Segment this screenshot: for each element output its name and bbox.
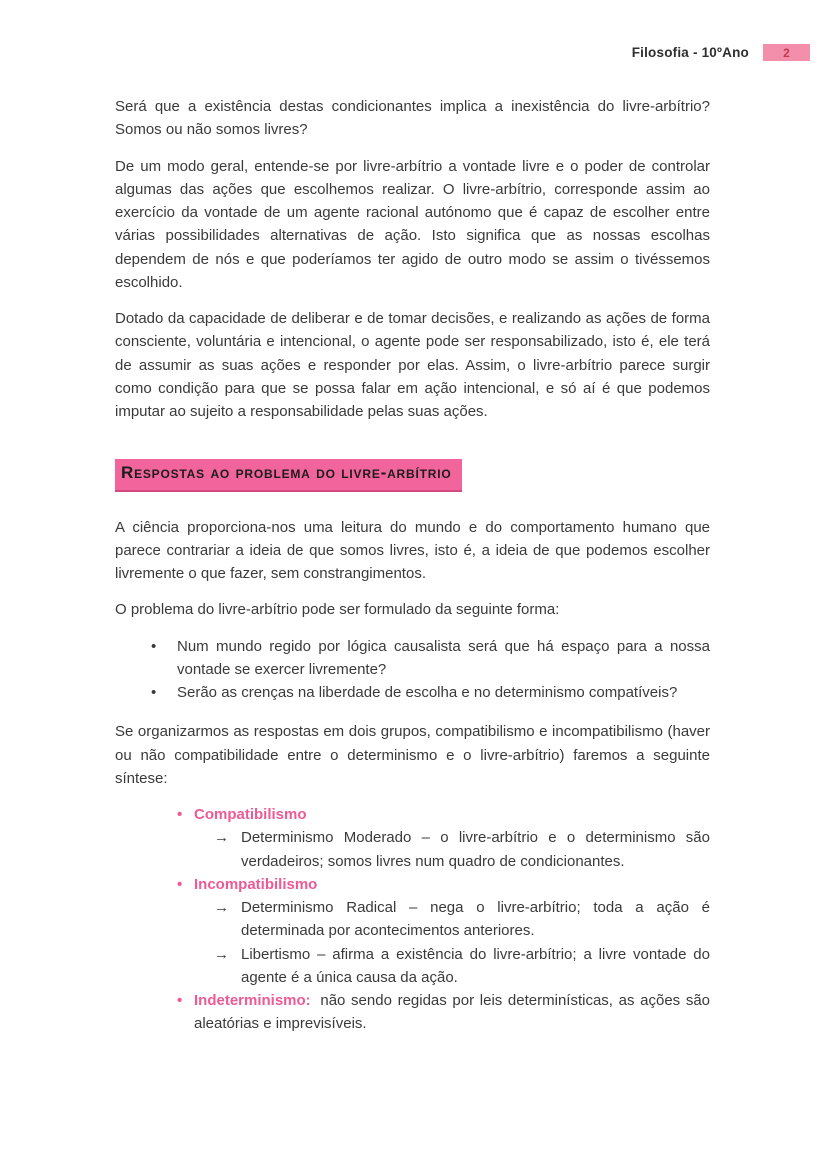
arrow-icon: → <box>214 945 229 963</box>
list-item-text: Num mundo regido por lógica causalista será que há espaço para a nossa vontade se exercer livremente? <box>177 637 710 678</box>
section-paragraph-2: O problema do livre-arbítrio pode ser formulado da seguinte forma: <box>115 601 560 619</box>
bullet-icon: • <box>151 637 157 655</box>
sub-list-item-text: Libertismo – afirma a existência do livre-arbítrio; a livre vontade do agente é a única causa da ação. <box>241 945 710 986</box>
sub-list-item <box>115 943 710 990</box>
list-item-text: Serão as crenças na liberdade de escolha e no determinismo compatíveis? <box>177 684 678 702</box>
bullet-icon: • <box>177 875 183 893</box>
intro-paragraph-3: Dotado da capacidade de deliberar e de tomar decisões, e realizando as ações de forma consciente, voluntária e intencional, o agente pode ser responsabilizado, isto é, ele terá de assumir as suas ações e responder por elas. Assim, o livre-arbítrio parece surgir como condição para que se possa falar em ação intencional, e só aí é que podemos imputar ao sujeito a responsabilidade pelas suas ações. <box>115 310 710 420</box>
list-item <box>115 681 710 704</box>
list-item-incompatibilismo <box>115 873 710 896</box>
page-header <box>0 0 828 61</box>
sub-list-item <box>115 826 710 873</box>
arrow-icon: → <box>214 829 229 847</box>
list-item-text <box>194 989 710 1036</box>
page-number-badge: 2 <box>763 44 810 61</box>
arrow-icon: → <box>214 899 229 917</box>
intro-paragraph-1: Será que a existência destas condicionantes implica a inexistência do livre-arbítrio? Somos ou não somos livres? <box>115 98 710 139</box>
section-heading-wrap <box>115 459 710 491</box>
list-item-label: Incompatibilismo <box>194 875 318 893</box>
section-heading: Respostas ao problema do livre-arbítrio <box>115 459 462 491</box>
list-item-indeterminismo <box>115 989 710 1036</box>
sub-list-item-text: Determinismo Moderado – o livre-arbítrio e o determinismo são verdadeiros; somos livres num quadro de condicionantes. <box>241 829 710 870</box>
sub-list-item-text: Determinismo Radical – nega o livre-arbítrio; toda a ação é determinada por acontecimentos anteriores. <box>241 899 710 940</box>
bullet-icon: • <box>177 806 183 824</box>
questions-list <box>115 635 710 705</box>
list-item-label: Compatibilismo <box>194 806 307 824</box>
list-item-run: não sendo regidas por leis determinísticas, as ações são aleatórias e imprevisíveis. <box>194 992 710 1033</box>
list-item <box>115 635 710 682</box>
section-paragraph-3: Se organizarmos as respostas em dois grupos, compatibilismo e incompatibilismo (haver ou não compatibilidade entre o determinismo e o livre-arbítrio) faremos a seguinte síntese: <box>115 723 710 787</box>
sub-list-item <box>115 896 710 943</box>
intro-paragraph-2: De um modo geral, entende-se por livre-arbítrio a vontade livre e o poder de controlar algumas das ações que escolhemos realizar. O livre-arbítrio, corresponde assim ao exercício da vontade de um agente racional autónomo que é capaz de escolher entre várias possibilidades alternativas de ação. Isto significa que as nossas escolhas dependem de nós e que poderíamos ter agido de outro modo se assim o tivéssemos escolhido. <box>115 157 710 291</box>
section-paragraph-1: A ciência proporciona-nos uma leitura do mundo e do comportamento humano que parece contrariar a ideia de que somos livres, isto é, a ideia de que podemos escolher livremente o que fazer, sem constrangimentos. <box>115 518 710 583</box>
bullet-icon: • <box>177 992 183 1010</box>
page-content <box>0 61 828 1036</box>
bullet-icon: • <box>151 684 157 702</box>
synthesis-list <box>115 803 710 1036</box>
list-item-compatibilismo <box>115 803 710 826</box>
course-title: Filosofia - 10ºAno <box>631 45 749 60</box>
list-item-label: Indeterminismo: <box>194 992 311 1010</box>
